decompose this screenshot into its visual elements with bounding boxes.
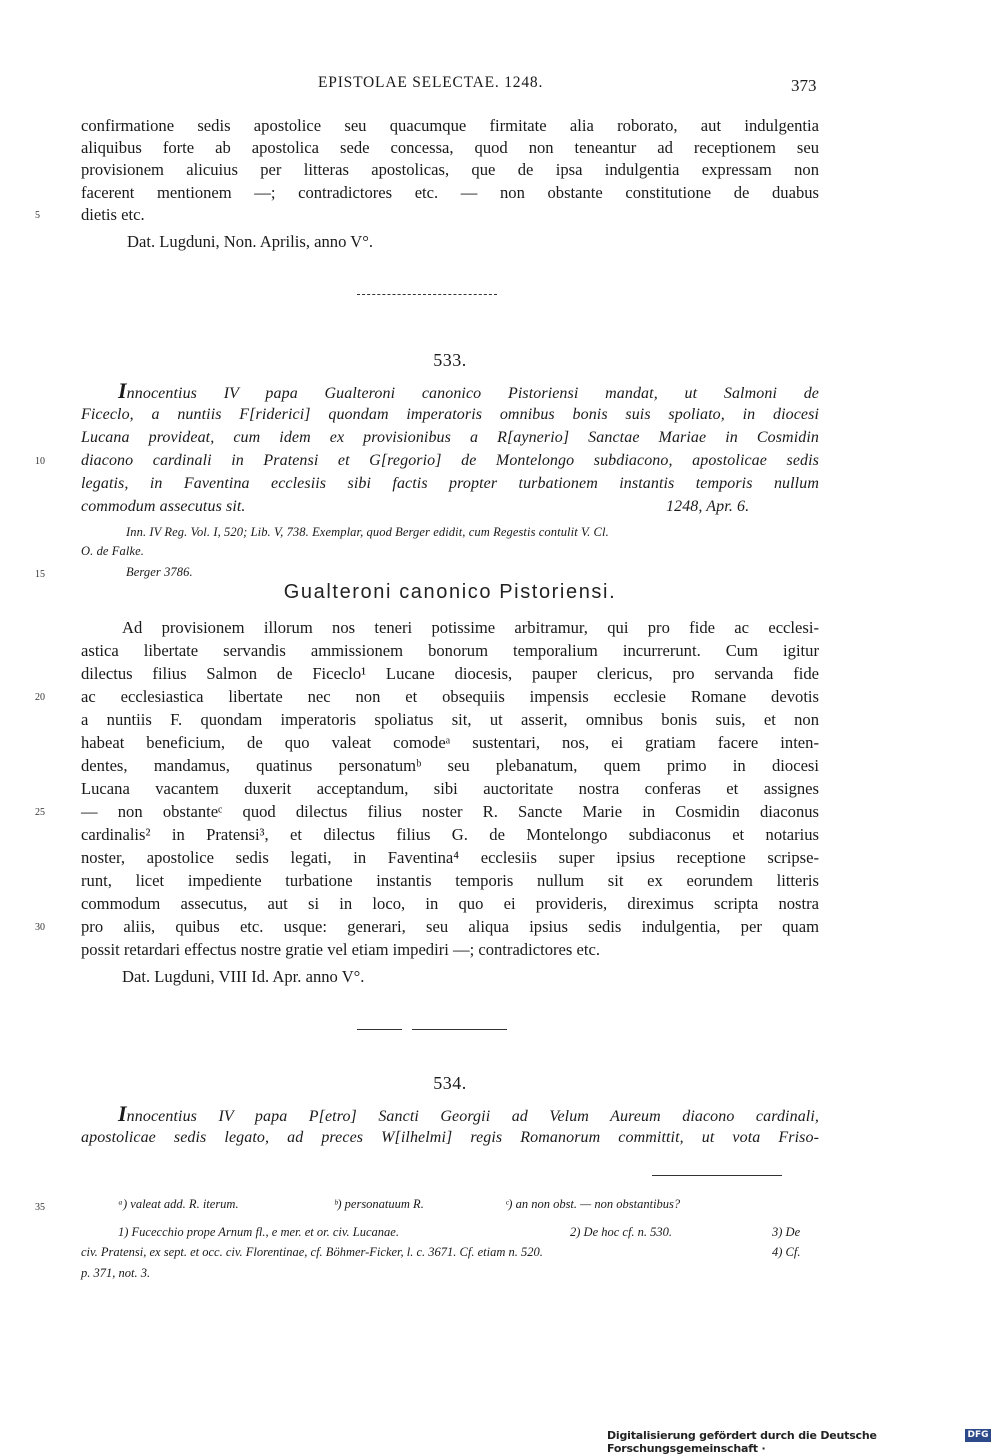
- dfg-logo: DFG: [965, 1429, 991, 1442]
- section-divider: [357, 1029, 402, 1030]
- line-number: 30: [35, 922, 45, 933]
- text-line: dietis etc.: [81, 205, 145, 224]
- page-number: 373: [791, 76, 817, 95]
- regest-date: 1248, Apr. 6.: [666, 498, 750, 515]
- initial-letter: I: [118, 378, 127, 403]
- initial-letter: I: [118, 1101, 127, 1126]
- apparatus-note: ᶜ) an non obst. — non obstantibus?: [505, 1197, 681, 1211]
- body-line: possit retardari effectus nostre gratie vel etiam impediri —; contradictores etc.: [81, 940, 600, 959]
- body-line: commodum assecutus, aut si in loco, in quo ei provideris, direximus scripta nostra: [81, 894, 819, 913]
- regest-line: Ficeclo, a nuntiis F[riderici] quondam imperatoris omnibus bonis suis spoliato, in diocesi: [81, 406, 819, 423]
- body-line: dilectus filius Salmon de Ficeclo¹ Lucane diocesis, pauper clericus, pro servanda fide: [81, 664, 819, 683]
- recipient-heading: Gualteroni canonico Pistoriensi.: [283, 581, 617, 603]
- line-number: 5: [35, 210, 40, 221]
- body-line: — non obstanteᶜ quod dilectus filius noster R. Sancte Marie in Cosmidin diaconus: [81, 802, 819, 821]
- document-number: 533.: [433, 350, 467, 370]
- regest-line: legatis, in Faventina ecclesiis sibi factis propter turbationem instantis temporis nullum: [81, 475, 819, 492]
- body-line: noster, apostolice sedis legati, in Faventina⁴ ecclesiis super ipsius receptione scripse-: [81, 848, 819, 867]
- line-number: 25: [35, 807, 45, 818]
- source-line: O. de Falke.: [81, 544, 144, 558]
- body-line: dentes, mandamus, quatinus personatumᵇ seu plebanatum, quem primo in diocesi: [81, 756, 819, 775]
- body-line: ac ecclesiastica libertate nec non et obsequiis impensis ecclesie Romane devotis: [81, 687, 819, 706]
- footnote-rule: [652, 1175, 782, 1176]
- dating-line: Dat. Lugduni, VIII Id. Apr. anno V°.: [122, 967, 365, 986]
- regest-line: Lucana provideat, cum idem ex provisionibus a R[aynerio] Sanctae Mariae in Cosmidin: [81, 429, 819, 446]
- line-number: 20: [35, 692, 45, 703]
- line-number: 35: [35, 1202, 45, 1213]
- body-line: cardinalis² in Pratensi³, et dilectus filius G. de Montelongo subdiaconus et notarius: [81, 825, 819, 844]
- body-line: a nuntiis F. quondam imperatoris spoliatus sit, ut asserit, omnibus bonis suis, et non: [81, 710, 819, 729]
- regest-line: apostolicae sedis legato, ad preces W[ilhelmi] regis Romanorum committit, ut vota Friso-: [81, 1129, 819, 1146]
- body-line: Ad provisionem illorum nos teneri potissime arbitramur, qui pro fide ac ecclesi-: [122, 618, 819, 637]
- regest-line: commodum assecutus sit.: [81, 498, 246, 515]
- source-line: Berger 3786.: [126, 565, 193, 579]
- apparatus-note: ᵃ) valeat add. R. iterum.: [118, 1197, 239, 1211]
- body-line: pro aliis, quibus etc. usque: generari, seu aliqua ipsius sedis indulgentia, per quam: [81, 917, 819, 936]
- footnote: 4) Cf.: [772, 1245, 801, 1259]
- text-line: provisionem alicuius per litteras apostolicas, que de ipsa indulgentia expressam non: [81, 160, 819, 179]
- footnote: 2) De hoc cf. n. 530.: [570, 1225, 673, 1239]
- section-divider: [357, 294, 497, 295]
- regest-line: diacono cardinali in Pratensi et G[regorio] de Montelongo subdiacono, apostolicae sedis: [81, 452, 819, 469]
- text-line: facerent mentionem —; contradictores etc. — non obstante constitutione de duabus: [81, 183, 819, 202]
- section-divider: [412, 1029, 507, 1030]
- running-title: EPISTOLAE SELECTAE. 1248.: [318, 74, 544, 91]
- apparatus-note: ᵇ) personatuum R.: [334, 1197, 424, 1211]
- footnote: p. 371, not. 3.: [81, 1266, 151, 1280]
- footnote: 1) Fucecchio prope Arnum fl., e mer. et or. civ. Lucanae.: [118, 1225, 399, 1239]
- text-line: aliquibus forte ab apostolica sede concessa, quod non teneantur ad receptionem seu: [81, 138, 819, 157]
- line-number: 15: [35, 569, 45, 580]
- footnote: civ. Pratensi, ex sept. et occ. civ. Florentinae, cf. Böhmer-Ficker, l. c. 3671. Cf. etiam n. 520.: [81, 1245, 543, 1259]
- body-line: Lucana vacantem duxerit acceptandum, sibi auctoritate nostra conferas et assignes: [81, 779, 819, 798]
- body-line: astica libertate servandis ammissionem bonorum temporalium incurrerunt. Cum igitur: [81, 641, 819, 660]
- body-line: runt, licet impediente turbatione instantis temporis nullum sit ex eorundem litteris: [81, 871, 819, 890]
- footnote: 3) De: [772, 1225, 801, 1239]
- regest-line: [118, 380, 819, 405]
- line-number: 10: [35, 456, 45, 467]
- digitization-credit: Digitalisierung gefördert durch die Deutsche Forschungsgemeinschaft ·: [607, 1429, 877, 1455]
- document-number: 534.: [433, 1073, 467, 1093]
- dating-line: Dat. Lugduni, Non. Aprilis, anno V°.: [127, 232, 374, 251]
- regest-text: nnocentius IV papa P[etro] Sancti Georgii ad Velum Aureum diacono cardinali,: [126, 1108, 819, 1125]
- body-line: habeat beneficium, de quo valeat comodeᵃ sustentari, nos, ei gratiam facere inten-: [81, 733, 819, 752]
- text-line: confirmatione sedis apostolice seu quacumque firmitate alia roborato, aut indulgentia: [81, 116, 819, 135]
- regest-line: [118, 1103, 819, 1128]
- source-line: Inn. IV Reg. Vol. I, 520; Lib. V, 738. Exemplar, quod Berger edidit, cum Regestis contulit V. Cl.: [126, 525, 609, 539]
- regest-text: nnocentius IV papa Gualteroni canonico Pistoriensi mandat, ut Salmoni de: [126, 385, 819, 402]
